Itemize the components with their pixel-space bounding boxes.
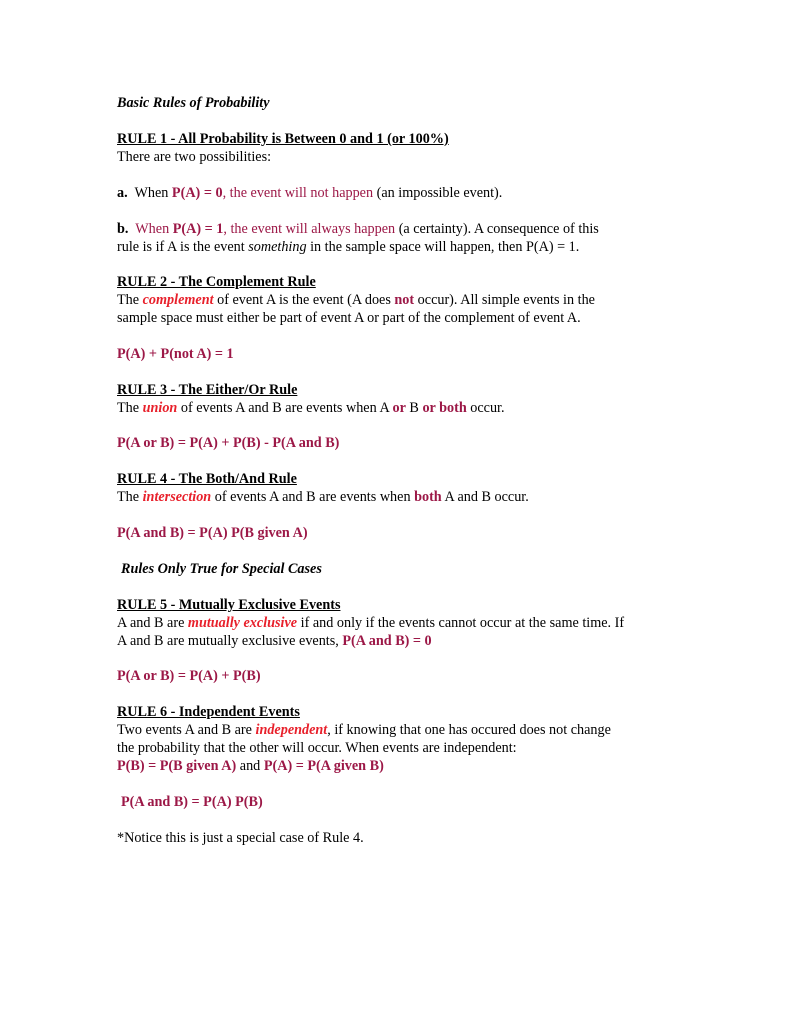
rule6-l3-and: and bbox=[239, 758, 261, 774]
rule3-or-both: or both bbox=[422, 400, 467, 416]
rule3-term: union bbox=[142, 400, 178, 416]
rule2-term: complement bbox=[142, 292, 214, 308]
item-b-line2-post: in the sample space will happen, then P(A) = 1. bbox=[310, 239, 580, 255]
rule5-l2-formula: P(A and B) = 0 bbox=[342, 633, 432, 649]
item-b-post: (a certainty). A consequence of this bbox=[398, 221, 599, 237]
rule2-l1-pre: The bbox=[117, 292, 140, 308]
rule1-item-b bbox=[117, 220, 599, 238]
rule4-term: intersection bbox=[142, 489, 212, 505]
rule6-line1 bbox=[117, 721, 611, 739]
item-a-pre: When bbox=[134, 185, 169, 201]
rule6-line2: the probability that the other will occur. When events are independent: bbox=[117, 740, 517, 756]
item-b-pre: When bbox=[135, 221, 170, 237]
rule2-heading: RULE 2 - The Complement Rule bbox=[117, 274, 316, 290]
special-cases-heading: Rules Only True for Special Cases bbox=[121, 561, 322, 577]
rule4-l1-post: A and B occur. bbox=[444, 489, 529, 505]
rule2-line2: sample space must either be part of event A or part of the complement of event A. bbox=[117, 310, 581, 326]
rule6-l1-post: , if knowing that one has occured does not change bbox=[327, 722, 611, 738]
rule1-item-b-line2 bbox=[117, 238, 579, 256]
rule4-l1-pre: The bbox=[117, 489, 140, 505]
item-b-line2-em: something bbox=[248, 239, 307, 255]
rule1-item-a bbox=[117, 184, 502, 202]
rule6-term: independent bbox=[255, 722, 328, 738]
rule6-line3 bbox=[117, 757, 384, 775]
item-b-marker: b. bbox=[117, 221, 129, 237]
rule6-l3-formula2: P(A) = P(A given B) bbox=[263, 758, 384, 774]
rule6-l1-pre: Two events A and B are bbox=[117, 722, 252, 738]
item-b-line2-pre: rule is if A is the event bbox=[117, 239, 245, 255]
rule6-formula: P(A and B) = P(A) P(B) bbox=[121, 794, 263, 810]
rule6-heading: RULE 6 - Independent Events bbox=[117, 704, 300, 720]
rule4-both: both bbox=[414, 489, 442, 505]
item-a-post: (an impossible event). bbox=[376, 185, 503, 201]
rule2-l1-mid: of event A is the event (A does bbox=[217, 292, 391, 308]
rule3-line1 bbox=[117, 399, 505, 417]
rule2-line1 bbox=[117, 291, 595, 309]
rule2-formula: P(A) + P(not A) = 1 bbox=[117, 346, 234, 362]
rule1-intro: There are two possibilities: bbox=[117, 149, 272, 165]
item-b-highlight: , the event will always happen bbox=[223, 221, 396, 237]
rule4-heading: RULE 4 - The Both/And Rule bbox=[117, 471, 297, 487]
item-a-formula: P(A) = 0 bbox=[171, 185, 223, 201]
rule5-heading: RULE 5 - Mutually Exclusive Events bbox=[117, 597, 341, 613]
rule5-line2 bbox=[117, 632, 432, 650]
rule4-formula: P(A and B) = P(A) P(B given A) bbox=[117, 525, 308, 541]
rule5-line1 bbox=[117, 614, 624, 632]
rule1-heading: RULE 1 - All Probability is Between 0 and 1 (or 100%) bbox=[117, 131, 449, 147]
rule3-formula: P(A or B) = P(A) + P(B) - P(A and B) bbox=[117, 435, 340, 451]
rule3-l1-post: occur. bbox=[470, 400, 505, 416]
rule3-l1-pre: The bbox=[117, 400, 140, 416]
rule3-or: or bbox=[392, 400, 406, 416]
rule6-l3-formula1: P(B) = P(B given A) bbox=[117, 758, 237, 774]
notice-text: *Notice this is just a special case of Rule 4. bbox=[117, 830, 364, 846]
rule4-l1-mid: of events A and B are events when bbox=[214, 489, 411, 505]
rule5-l1-pre: A and B are bbox=[117, 615, 185, 631]
rule3-heading: RULE 3 - The Either/Or Rule bbox=[117, 382, 298, 398]
rule5-l2-pre: A and B are mutually exclusive events, bbox=[117, 633, 339, 649]
document-title: Basic Rules of Probability bbox=[117, 95, 270, 111]
rule5-term: mutually exclusive bbox=[187, 615, 298, 631]
item-a-highlight: , the event will not happen bbox=[222, 185, 374, 201]
rule2-l1-post: occur). All simple events in the bbox=[417, 292, 595, 308]
rule2-not: not bbox=[394, 292, 415, 308]
item-b-formula: P(A) = 1 bbox=[172, 221, 224, 237]
rule5-l1-post: if and only if the events cannot occur at the same time. If bbox=[300, 615, 625, 631]
rule5-formula: P(A or B) = P(A) + P(B) bbox=[117, 668, 261, 684]
item-a-marker: a. bbox=[117, 185, 128, 201]
rule3-b: B bbox=[409, 400, 419, 416]
rule3-l1-mid: of events A and B are events when A bbox=[180, 400, 389, 416]
rule4-line1 bbox=[117, 488, 529, 506]
